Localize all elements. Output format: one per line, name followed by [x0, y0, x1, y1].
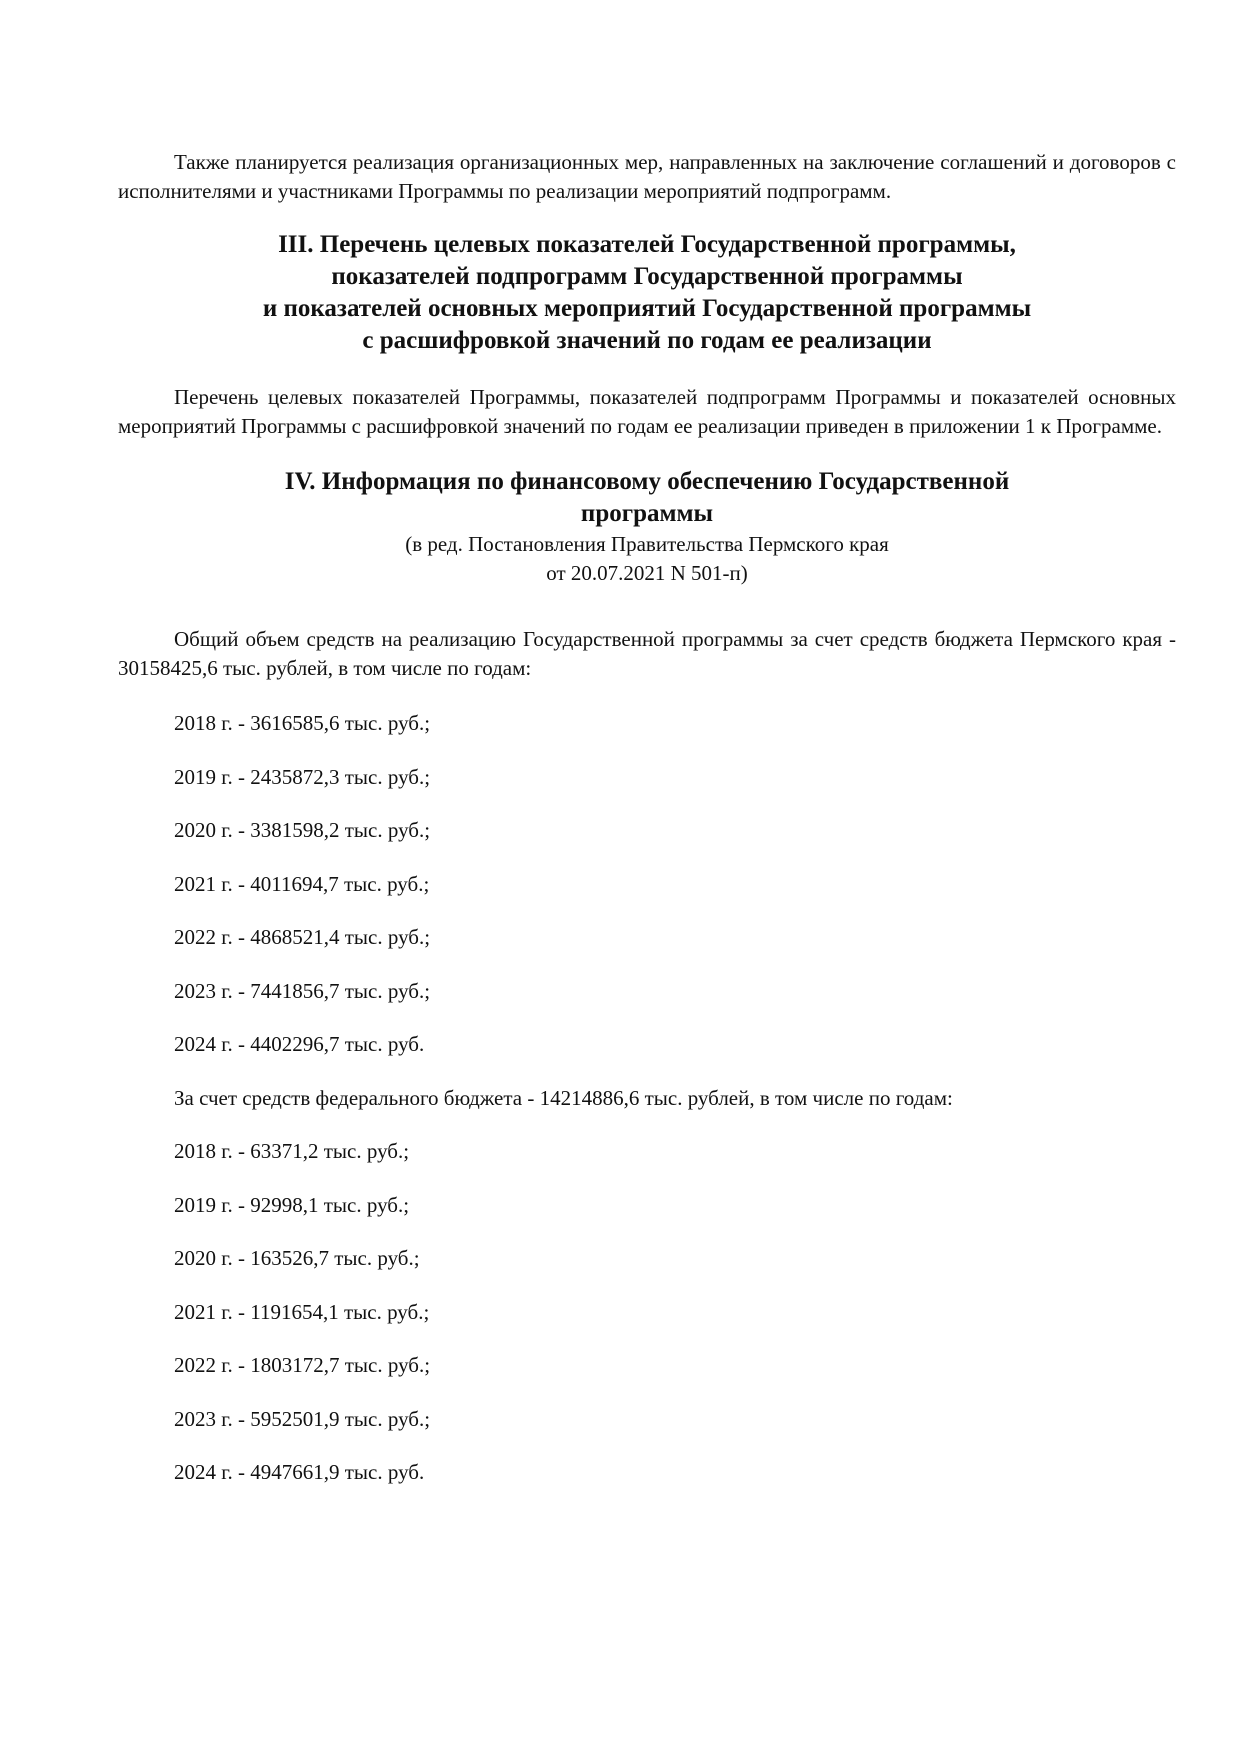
section-4-heading-line: программы: [580, 500, 714, 527]
regional-budget-paragraph: Общий объем средств на реализацию Государственной программы за счет средств бюджета Пермского края - 30158425,6 тыс. рублей, в том числе по годам:: [118, 627, 1176, 680]
section-3-heading: [118, 229, 1176, 357]
regional-year-item: 2020 г. - 3381598,2 тыс. руб.;: [174, 818, 431, 842]
document-content: [118, 148, 1176, 1487]
federal-year-item: 2019 г. - 92998,1 тыс. руб.;: [174, 1192, 410, 1217]
regional-year-item: 2019 г. - 2435872,3 тыс. руб.;: [174, 764, 431, 789]
regional-year-item: 2023 г. - 7441856,7 тыс. руб.;: [174, 978, 431, 1003]
section-3-heading-line: с расшифровкой значений по годам ее реализации: [362, 327, 932, 354]
regional-year-item: 2022 г. - 4868521,4 тыс. руб.;: [174, 925, 431, 949]
amendment-note-line: (в ред. Постановления Правительства Пермского края: [405, 532, 889, 556]
amendment-note: [118, 530, 1176, 587]
section-3-paragraph: Перечень целевых показателей Программы, показателей подпрограмм Программы и показателей основных мероприятий Программы с расшифровкой значений по годам ее реализации приведен в приложении 1 к Программе.: [118, 385, 1176, 438]
federal-year-item: 2022 г. - 1803172,7 тыс. руб.;: [174, 1353, 431, 1377]
regional-budget-year-list: [118, 709, 1176, 1059]
federal-year-item: 2018 г. - 63371,2 тыс. руб.;: [174, 1139, 410, 1163]
regional-year-item: 2018 г. - 3616585,6 тыс. руб.;: [174, 711, 431, 735]
amendment-note-line: от 20.07.2021 N 501-п): [546, 560, 748, 585]
regional-year-item: 2024 г. - 4402296,7 тыс. руб.: [174, 1032, 425, 1056]
regional-year-item: 2021 г. - 4011694,7 тыс. руб.;: [174, 871, 430, 896]
section-4-heading-line: IV. Информация по финансовому обеспечению Государственной: [284, 468, 1010, 495]
federal-year-item: 2021 г. - 1191654,1 тыс. руб.;: [174, 1299, 430, 1324]
federal-year-item: 2023 г. - 5952501,9 тыс. руб.;: [174, 1406, 431, 1431]
section-3-heading-line: и показателей основных мероприятий Государственной программы: [262, 295, 1032, 322]
section-3-heading-line: показателей подпрограмм Государственной программы: [331, 263, 963, 290]
federal-budget-paragraph: За счет средств федерального бюджета - 14214886,6 тыс. рублей, в том числе по годам:: [174, 1085, 953, 1110]
federal-year-item: 2020 г. - 163526,7 тыс. руб.;: [174, 1246, 420, 1270]
federal-year-item: 2024 г. - 4947661,9 тыс. руб.: [174, 1460, 425, 1484]
federal-budget-year-list: [118, 1137, 1176, 1487]
section-3-heading-line: III. Перечень целевых показателей Государственной программы,: [278, 231, 1016, 258]
section-4-heading: [118, 466, 1176, 530]
intro-paragraph: Также планируется реализация организационных мер, направленных на заключение соглашений и договоров с исполнителями и участниками Программы по реализации мероприятий подпрограмм.: [118, 150, 1176, 203]
